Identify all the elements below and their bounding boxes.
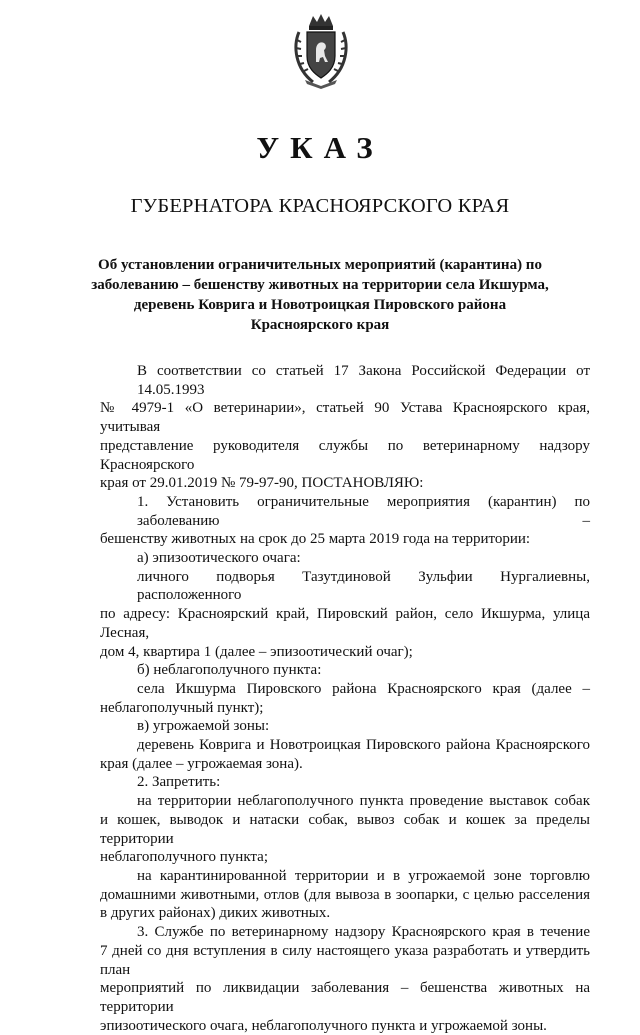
body-line: эпизоотического очага, неблагополучного пункта и угрожаемой зоны. [100, 1017, 547, 1034]
decree-heading [90, 255, 550, 335]
body-line: неблагополучный пункт); [100, 699, 264, 716]
decree-body [100, 362, 590, 1035]
body-line: на территории неблагополучного пункта проведение выставок собак [137, 793, 590, 810]
heading-line: Красноярского края [250, 317, 390, 333]
body-line: края от 29.01.2019 № 79-97-90, ПОСТАНОВЛЯЮ: [100, 475, 424, 492]
body-line: деревень Коврига и Новотроицкая Пировского района Красноярского [137, 737, 590, 754]
body-line: в) угрожаемой зоны: [137, 718, 270, 735]
body-line: края (далее – угрожаемая зона). [100, 755, 303, 772]
body-line: и кошек, выводок и натаски собак, вывоз собак и кошек за пределы территории [100, 811, 590, 847]
body-line: 3. Службе по ветеринарному надзору Красноярского края в течение [137, 924, 590, 941]
document-title: УКАЗ [256, 130, 384, 165]
heading-line: Об установлении ограничительных мероприятий (карантина) по [98, 257, 542, 273]
body-line: а) эпизоотического очага: [137, 550, 301, 567]
body-line: мероприятий по ликвидации заболевания – бешенства животных на территории [100, 980, 590, 1015]
body-line: № 4979-1 «О ветеринарии», статьей 90 Устава Красноярского края, учитывая [100, 400, 590, 436]
body-line: села Икшурма Пировского района Красноярского края (далее – [137, 680, 590, 697]
body-line: б) неблагополучного пункта: [137, 662, 322, 679]
body-line: на карантинированной территории и в угрожаемой зоне торговлю [137, 867, 590, 884]
body-line: личного подворья Тазутдиновой Зульфии Нургалиевны, расположенного [137, 568, 590, 604]
body-line: 1. Установить ограничительные мероприятия (карантин) по заболеванию – [137, 493, 590, 529]
body-line: 2. Запретить: [137, 774, 221, 791]
body-line: неблагополучного пункта; [100, 849, 268, 866]
body-line: домашними животными, отлов (для вывоза в зоопарки, с целью расселения [100, 886, 590, 903]
body-line: бешенству животных на срок до 25 марта 2019 года на территории: [100, 531, 531, 548]
body-line: дом 4, квартира 1 (далее – эпизоотический очаг); [100, 643, 413, 660]
heading-line: деревень Коврига и Новотроицкая Пировского района [133, 297, 507, 313]
body-line: 7 дней со дня вступления в силу настоящего указа разработать и утвердить план [100, 942, 590, 978]
body-line: по адресу: Красноярский край, Пировский район, село Икшурма, улица Лесная, [100, 606, 590, 641]
body-line: представление руководителя службы по ветеринарному надзору Красноярского [100, 437, 590, 473]
heading-line: заболеванию – бешенству животных на территории села Икшурма, [91, 277, 549, 293]
body-line: В соответствии со статьей 17 Закона Российской Федерации от 14.05.1993 [137, 363, 590, 398]
krasnoyarsk-coat-of-arms-icon [291, 12, 351, 90]
body-line: в других районах) диких животных. [100, 905, 331, 922]
issuer-title: ГУБЕРНАТОРА КРАСНОЯРСКОГО КРАЯ [130, 195, 510, 217]
